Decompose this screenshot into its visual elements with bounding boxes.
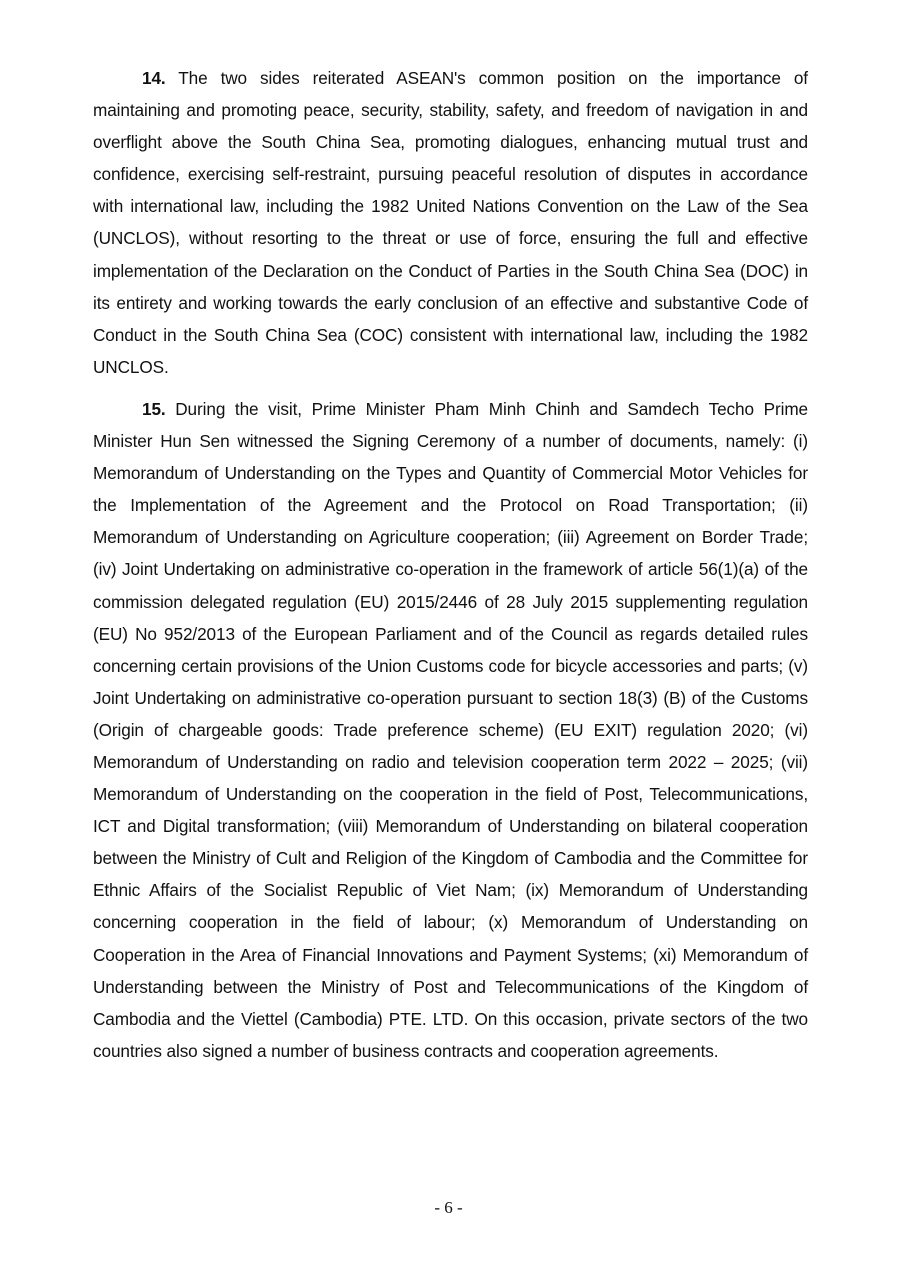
paragraph-14 [93, 62, 808, 383]
document-body [93, 62, 808, 1077]
paragraph-text: The two sides reiterated ASEAN's common position on the importance of maintaining and promoting peace, security, stability, safety, and freedom of navigation in and overflight above the South China Sea, promoting dialogues, enhancing mutual trust and confidence, exercising self-restraint, pursuing peaceful resolution of disputes in accordance with international law, including the 1982 United Nations Convention on the Law of the Sea (UNCLOS), without resorting to the threat or use of force, ensuring the full and effective implementation of the Declaration on the Conduct of Parties in the South China Sea (DOC) in its entirety and working towards the early conclusion of an effective and substantive Code of Conduct in the South China Sea (COC) consistent with international law, including the 1982 UNCLOS. [93, 68, 808, 377]
paragraph-15 [93, 393, 808, 1067]
paragraph-number: 14. [142, 68, 166, 88]
paragraph-text: During the visit, Prime Minister Pham Minh Chinh and Samdech Techo Prime Minister Hun Sen witnessed the Signing Ceremony of a number of documents, namely: (i) Memorandum of Understanding on the Types and Quantity of Commercial Motor Vehicles for the Implementation of the Agreement and the Protocol on Road Transportation; (ii) Memorandum of Understanding on Agriculture cooperation; (iii) Agreement on Border Trade; (iv) Joint Undertaking on administrative co-operation in the framework of article 56(1)(a) of the commission delegated regulation (EU) 2015/2446 of 28 July 2015 supplementing regulation (EU) No 952/2013 of the European Parliament and of the Council as regards detailed rules concerning certain provisions of the Union Customs code for bicycle accessories and parts; (v) Joint Undertaking on administrative co-operation pursuant to section 18(3) (B) of the Customs (Origin of chargeable goods: Trade preference scheme) (EU EXIT) regulation 2020; (vi) Memorandum of Understanding on radio and television cooperation term 2022 – 2025; (vii) Memorandum of Understanding on the cooperation in the field of Post, Telecommunications, ICT and Digital transformation; (viii) Memorandum of Understanding on bilateral cooperation between the Ministry of Cult and Religion of the Kingdom of Cambodia and the Committee for Ethnic Affairs of the Socialist Republic of Viet Nam; (ix) Memorandum of Understanding concerning cooperation in the field of labour; (x) Memorandum of Understanding on Cooperation in the Area of Financial Innovations and Payment Systems; (xi) Memorandum of Understanding between the Ministry of Post and Telecommunications of the Kingdom of Cambodia and the Viettel (Cambodia) PTE. LTD. On this occasion, private sectors of the two countries also signed a number of business contracts and cooperation agreements. [93, 398, 808, 1061]
page-number: - 6 - [434, 1198, 463, 1217]
paragraph-number: 15. [142, 398, 166, 419]
